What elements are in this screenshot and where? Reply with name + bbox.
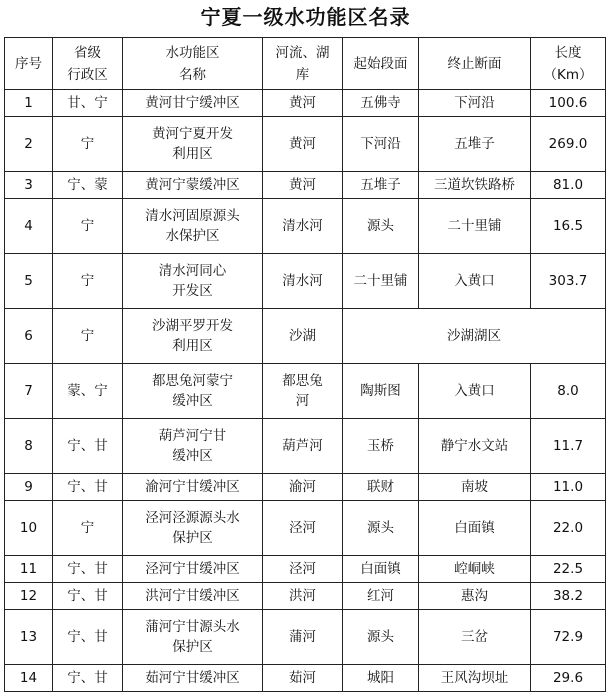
cell-zone-name-line1: 清水河同心: [158, 263, 227, 279]
table-row: [5, 90, 606, 117]
page-title: 宁夏一级水功能区名录: [200, 5, 411, 29]
cell-length: 269.0: [531, 117, 606, 172]
cell-zone-name-line2: 保护区: [172, 639, 213, 655]
header-length: [531, 38, 606, 90]
cell-river: 渝河: [263, 474, 343, 501]
cell-zone-name: [123, 501, 263, 556]
header-length-line1: 长度: [554, 44, 582, 61]
cell-region: 宁、甘: [53, 583, 123, 610]
cell-length: 72.9: [531, 610, 606, 665]
cell-zone-name: 泾河宁甘缓冲区: [123, 556, 263, 583]
cell-end-section: 王风沟坝址: [419, 665, 531, 692]
cell-length: 22.5: [531, 556, 606, 583]
header-river: [263, 38, 343, 90]
cell-no: 1: [5, 90, 53, 117]
cell-river: 沙湖: [263, 309, 343, 364]
cell-zone-name: [123, 254, 263, 309]
cell-start-section: 五堆子: [343, 172, 419, 199]
cell-length: 38.2: [531, 583, 606, 610]
cell-no: 7: [5, 364, 53, 419]
cell-zone-name: [123, 610, 263, 665]
cell-river: 泾河: [263, 501, 343, 556]
cell-length: 22.0: [531, 501, 606, 556]
cell-zone-name-line2: 缓冲区: [172, 448, 213, 464]
cell-length: 11.0: [531, 474, 606, 501]
cell-start-section: 源头: [343, 199, 419, 254]
cell-no: 4: [5, 199, 53, 254]
cell-region: 甘、宁: [53, 90, 123, 117]
cell-zone-name: 洪河宁甘缓冲区: [123, 583, 263, 610]
cell-river: 洪河: [263, 583, 343, 610]
cell-river: 黄河: [263, 90, 343, 117]
header-region-line2: 行政区: [67, 66, 108, 83]
cell-river-line2: 河: [295, 393, 310, 409]
cell-end-section: 三岔: [419, 610, 531, 665]
water-function-zone-table: [4, 37, 606, 692]
cell-start-section: 五佛寺: [343, 90, 419, 117]
cell-region: 宁、甘: [53, 665, 123, 692]
table-header-row: [5, 38, 606, 90]
cell-end-section: 南坡: [419, 474, 531, 501]
cell-river: 泾河: [263, 556, 343, 583]
cell-region: 蒙、宁: [53, 364, 123, 419]
cell-no: 14: [5, 665, 53, 692]
cell-zone-name: 渝河宁甘缓冲区: [123, 474, 263, 501]
header-no: 序号: [5, 38, 53, 90]
cell-zone-name-line1: 黄河宁夏开发: [152, 126, 233, 142]
table-row: [5, 309, 606, 364]
table-row: [5, 117, 606, 172]
cell-no: 12: [5, 583, 53, 610]
cell-end-section: 静宁水文站: [419, 419, 531, 474]
cell-river-line1: 都思兔: [282, 373, 323, 389]
cell-no: 11: [5, 556, 53, 583]
cell-no: 13: [5, 610, 53, 665]
cell-no: 10: [5, 501, 53, 556]
cell-no: 9: [5, 474, 53, 501]
cell-end-section: 入黄口: [419, 364, 531, 419]
cell-no: 6: [5, 309, 53, 364]
cell-start-section: 白面镇: [343, 556, 419, 583]
cell-start-section: 源头: [343, 610, 419, 665]
cell-zone-name-line2: 开发区: [172, 283, 213, 299]
cell-region: 宁、甘: [53, 474, 123, 501]
cell-end-section: 二十里铺: [419, 199, 531, 254]
cell-start-section: 红河: [343, 583, 419, 610]
cell-river: 蒲河: [263, 610, 343, 665]
table-row: [5, 172, 606, 199]
cell-region: 宁、蒙: [53, 172, 123, 199]
cell-length: 16.5: [531, 199, 606, 254]
cell-zone-name-line2: 保护区: [172, 530, 213, 546]
table-row: [5, 199, 606, 254]
header-river-line2: 库: [295, 66, 310, 83]
cell-zone-name-line2: 利用区: [172, 146, 213, 162]
cell-length: 8.0: [531, 364, 606, 419]
header-start-section: 起始段面: [343, 38, 419, 90]
cell-length: 11.7: [531, 419, 606, 474]
cell-zone-name: [123, 419, 263, 474]
cell-zone-name-line2: 水保护区: [165, 228, 220, 244]
cell-no: 5: [5, 254, 53, 309]
table-row: [5, 556, 606, 583]
table-row: [5, 364, 606, 419]
table-row: [5, 610, 606, 665]
table-row: [5, 665, 606, 692]
header-zone-name-line1: 水功能区: [165, 44, 220, 61]
cell-zone-name: 黄河宁蒙缓冲区: [123, 172, 263, 199]
cell-zone-name: [123, 117, 263, 172]
header-length-line2: （Km）: [543, 66, 593, 83]
cell-river: [263, 364, 343, 419]
cell-region: 宁、甘: [53, 419, 123, 474]
cell-end-section: 入黄口: [419, 254, 531, 309]
cell-start-section: 下河沿: [343, 117, 419, 172]
cell-zone-name-line1: 沙湖平罗开发: [152, 318, 233, 334]
cell-zone-name-line1: 葫芦河宁甘: [158, 428, 227, 444]
cell-zone-name-line1: 清水河固原源头: [145, 208, 240, 224]
cell-river: 茹河: [263, 665, 343, 692]
header-river-line1: 河流、湖: [275, 44, 330, 61]
cell-start-section: 城阳: [343, 665, 419, 692]
cell-end-section: 下河沿: [419, 90, 531, 117]
cell-length: 29.6: [531, 665, 606, 692]
cell-start-section: 玉桥: [343, 419, 419, 474]
cell-river: 黄河: [263, 172, 343, 199]
cell-region: 宁: [53, 117, 123, 172]
cell-zone-name: 茹河宁甘缓冲区: [123, 665, 263, 692]
cell-end-section: 白面镇: [419, 501, 531, 556]
cell-zone-name-line1: 蒲河宁甘源头水: [145, 619, 240, 635]
cell-merged-range: 沙湖湖区: [343, 309, 606, 364]
cell-start-section: 陶斯图: [343, 364, 419, 419]
cell-zone-name: [123, 309, 263, 364]
cell-region: 宁、甘: [53, 556, 123, 583]
cell-zone-name: [123, 199, 263, 254]
cell-no: 2: [5, 117, 53, 172]
table-row: [5, 254, 606, 309]
cell-end-section: 五堆子: [419, 117, 531, 172]
cell-no: 8: [5, 419, 53, 474]
cell-river: 清水河: [263, 199, 343, 254]
cell-zone-name: [123, 364, 263, 419]
cell-length: 303.7: [531, 254, 606, 309]
cell-region: 宁: [53, 254, 123, 309]
cell-start-section: 联财: [343, 474, 419, 501]
cell-zone-name-line2: 利用区: [172, 338, 213, 354]
table-row: [5, 583, 606, 610]
cell-zone-name-line2: 缓冲区: [172, 393, 213, 409]
header-zone-name-line2: 名称: [179, 66, 206, 83]
cell-end-section: 崆峒峡: [419, 556, 531, 583]
table-row: [5, 474, 606, 501]
cell-end-section: 惠沟: [419, 583, 531, 610]
cell-zone-name-line1: 泾河泾源源头水: [145, 510, 240, 526]
header-zone-name: [123, 38, 263, 90]
cell-region: 宁: [53, 199, 123, 254]
header-end-section: 终止断面: [419, 38, 531, 90]
cell-region: 宁: [53, 501, 123, 556]
cell-end-section: 三道坎铁路桥: [419, 172, 531, 199]
table-row: [5, 501, 606, 556]
header-region: [53, 38, 123, 90]
cell-start-section: 源头: [343, 501, 419, 556]
cell-zone-name-line1: 都思兔河蒙宁: [152, 373, 233, 389]
cell-region: 宁、甘: [53, 610, 123, 665]
cell-river: 黄河: [263, 117, 343, 172]
cell-river: 清水河: [263, 254, 343, 309]
cell-length: 100.6: [531, 90, 606, 117]
table-row: [5, 419, 606, 474]
cell-river: 葫芦河: [263, 419, 343, 474]
cell-zone-name: 黄河甘宁缓冲区: [123, 90, 263, 117]
cell-start-section: 二十里铺: [343, 254, 419, 309]
cell-no: 3: [5, 172, 53, 199]
cell-region: 宁: [53, 309, 123, 364]
cell-length: 81.0: [531, 172, 606, 199]
header-region-line1: 省级: [74, 44, 101, 61]
